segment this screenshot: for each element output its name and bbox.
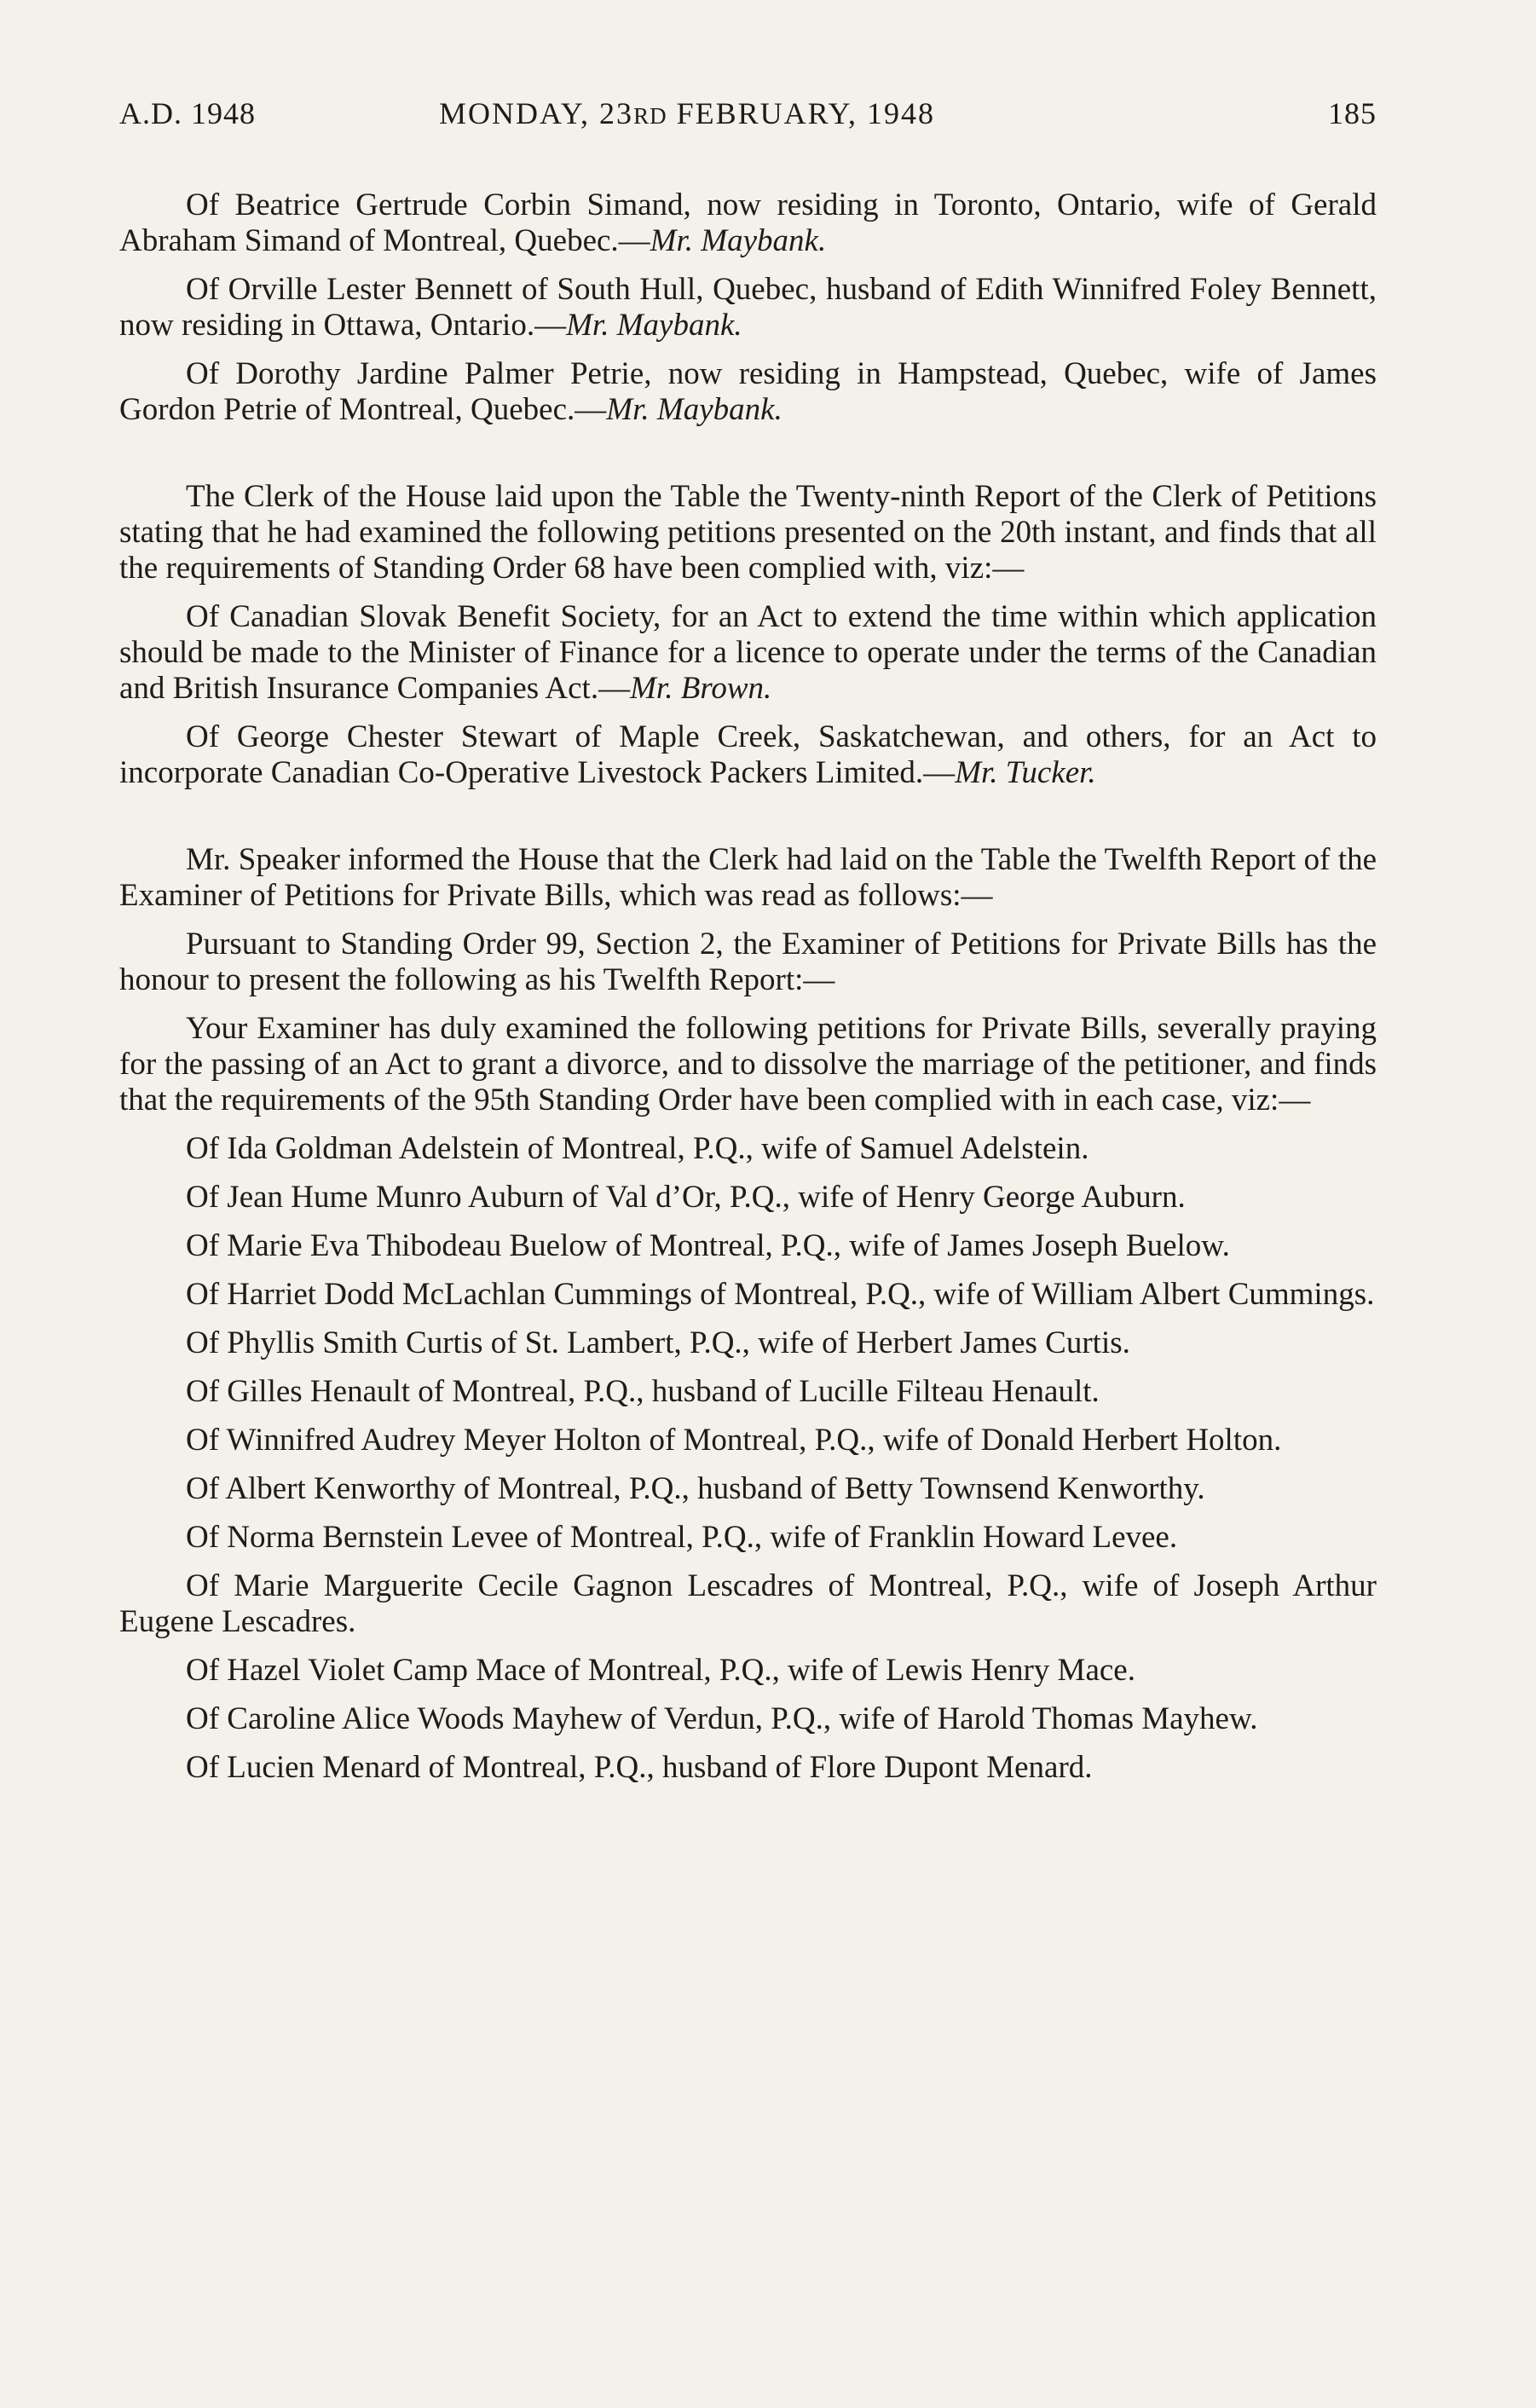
divorce-petition: Of Hazel Violet Camp Mace of Montreal, P.Q., wife of Lewis Henry Mace. (186, 1653, 1135, 1688)
petition-entry (119, 356, 1377, 428)
petition-mover: Mr. Maybank. (650, 223, 827, 258)
header-date-month-year: FEBRUARY, 1948 (667, 96, 935, 130)
divorce-petition: Of Harriet Dodd McLachlan Cummings of Montreal, P.Q., wife of William Albert Cummings. (186, 1277, 1375, 1312)
divorce-petition: Of Jean Hume Munro Auburn of Val d’Or, P.Q., wife of Henry George Auburn. (186, 1180, 1186, 1215)
petition-mover: Mr. Tucker. (955, 755, 1096, 790)
petition-entry (119, 188, 1377, 259)
petition-text: Of George Chester Stewart of Maple Creek, Saskatchewan, and others, for an Act to incorporate Canadian Co-Operative Livestock Packers Limited.— (119, 719, 1377, 790)
speaker-report-intro: Mr. Speaker informed the House that the Clerk had laid on the Table the Twelfth Report of the Examiner of Petitions for Private Bills, which was read as follows:— (119, 842, 1377, 913)
header-date-suffix: RD (633, 103, 667, 129)
clerk-report-intro: The Clerk of the House laid upon the Table the Twenty-ninth Report of the Clerk of Petitions stating that he had examined the following petitions presented on the 20th instant, and finds that all the requirements of Standing Order 68 have been complied with, viz:— (119, 479, 1377, 586)
petition-text: Of Canadian Slovak Benefit Society, for an Act to extend the time within which application should be made to the Minister of Finance for a licence to operate under the terms of the Canadian and British Insurance Companies Act.— (119, 599, 1377, 706)
running-header (119, 95, 1377, 147)
petition-mover: Mr. Maybank. (566, 308, 742, 343)
petition-mover: Mr. Brown. (630, 671, 772, 706)
petition-text: Of Dorothy Jardine Palmer Petrie, now residing in Hampstead, Quebec, wife of James Gordon Petrie of Montreal, Quebec.— (119, 356, 1377, 427)
divorce-petition: Of Winnifred Audrey Meyer Holton of Montreal, P.Q., wife of Donald Herbert Holton. (186, 1423, 1282, 1458)
journal-body (119, 188, 1377, 1799)
header-year: A.D. 1948 (119, 96, 256, 130)
divorce-petition: Of Lucien Menard of Montreal, P.Q., husband of Flore Dupont Menard. (186, 1750, 1093, 1785)
divorce-petition: Of Marie Eva Thibodeau Buelow of Montreal, P.Q., wife of James Joseph Buelow. (186, 1228, 1230, 1263)
petition-entry (119, 272, 1377, 344)
divorce-petition: Of Ida Goldman Adelstein of Montreal, P.Q., wife of Samuel Adelstein. (186, 1131, 1089, 1166)
divorce-petition: Of Phyllis Smith Curtis of St. Lambert, P.Q., wife of Herbert James Curtis. (186, 1325, 1130, 1360)
petition-entry (119, 719, 1377, 791)
divorce-petition: Of Gilles Henault of Montreal, P.Q., husband of Lucille Filteau Henault. (186, 1374, 1100, 1409)
petition-text: Of Orville Lester Bennett of South Hull, Quebec, husband of Edith Winnifred Foley Bennett, now residing in Ottawa, Ontario.— (119, 272, 1377, 343)
divorce-petition: Of Marie Marguerite Cecile Gagnon Lescadres of Montreal, P.Q., wife of Joseph Arthur Eugene Lescadres. (119, 1568, 1377, 1639)
petition-entry (119, 599, 1377, 707)
examiner-report-paragraph: Your Examiner has duly examined the following petitions for Private Bills, severally praying for the passing of an Act to grant a divorce, and to dissolve the marriage of the petitioner, and finds that the requirements of the 95th Standing Order have been complied with in each case, viz:— (119, 1011, 1377, 1117)
header-date-day: MONDAY, 23 (439, 96, 634, 130)
examiner-report-paragraph: Pursuant to Standing Order 99, Section 2, the Examiner of Petitions for Private Bills has the honour to present the following as his Twelfth Report:— (119, 927, 1377, 997)
petition-text: Of Beatrice Gertrude Corbin Simand, now residing in Toronto, Ontario, wife of Gerald Abraham Simand of Montreal, Quebec.— (119, 188, 1377, 258)
divorce-petition: Of Norma Bernstein Levee of Montreal, P.Q., wife of Franklin Howard Levee. (186, 1520, 1178, 1555)
page-number: 185 (1328, 96, 1377, 130)
petition-mover: Mr. Maybank. (606, 392, 782, 427)
divorce-petition: Of Albert Kenworthy of Montreal, P.Q., husband of Betty Townsend Kenworthy. (186, 1471, 1205, 1506)
header-date (439, 95, 935, 131)
divorce-petition: Of Caroline Alice Woods Mayhew of Verdun, P.Q., wife of Harold Thomas Mayhew. (186, 1701, 1258, 1736)
